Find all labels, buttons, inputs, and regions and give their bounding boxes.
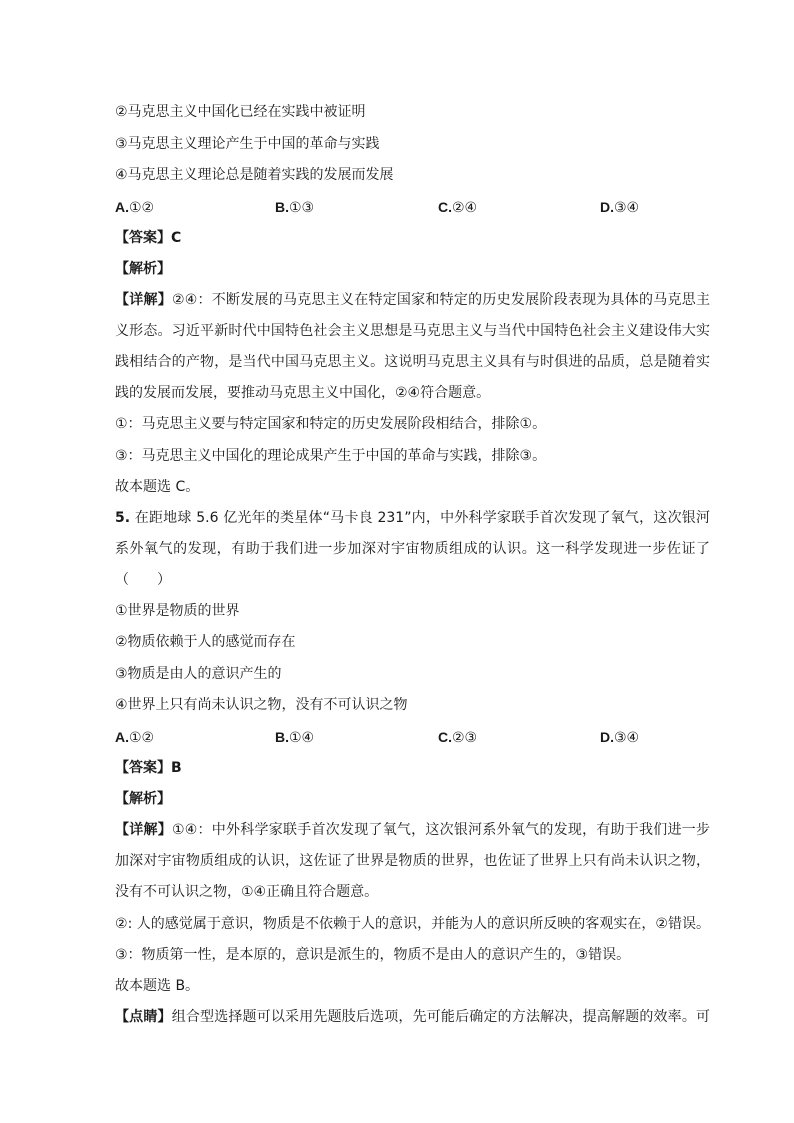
answer-value: B	[171, 760, 182, 776]
q5-option-d	[600, 727, 639, 748]
q4-option-c	[438, 197, 477, 218]
option-label: A.	[115, 199, 129, 215]
q5-stem-line-2: 系外氧气的发现，有助于我们进一步加深对宇宙物质组成的认识。这一科学发现进一步佐证了	[115, 541, 710, 557]
q5-statement-4: ④世界上只有尚未认识之物，没有不可认识之物	[115, 697, 408, 713]
answer-tag: 【答案】	[115, 760, 171, 776]
option-value: ①④	[289, 730, 315, 746]
q4-option-d	[600, 197, 639, 218]
q4-detail-line-3: 践相结合的产物，是当代中国马克思主义。这说明马克思主义具有与时俱进的品质，总是随着实	[115, 354, 710, 370]
option-label: B.	[275, 199, 289, 215]
q4-statement-2: ②马克思主义中国化已经在实践中被证明	[115, 104, 366, 120]
q4-analysis-tag: 【解析】	[115, 261, 171, 277]
q5-option-c	[438, 727, 477, 748]
option-label: C.	[438, 729, 452, 745]
option-value: ①②	[129, 730, 155, 746]
q4-option-a	[115, 197, 154, 218]
q5-detail-line-2: 加深对宇宙物质组成的认识，这佐证了世界是物质的世界，也佐证了世界上只有尚未认识之物，	[115, 853, 710, 869]
q4-detail-line-1	[115, 290, 710, 310]
q5-tip	[115, 1007, 710, 1027]
q4-answer	[115, 228, 710, 248]
q5-detail-line-3: 没有不可认识之物，①④正确且符合题意。	[115, 884, 379, 900]
question-number: 5.	[115, 510, 131, 526]
q5-stem-line-3: （ ）	[115, 572, 171, 588]
q4-detail-line-2: 义形态。习近平新时代中国特色社会主义思想是马克思主义与当代中国特色社会主义建设伟大实	[115, 323, 710, 339]
option-value: ③④	[614, 730, 640, 746]
q4-exclude-1: ①：马克思主义要与特定国家和特定的历史发展阶段相结合，排除①。	[115, 416, 547, 432]
detail-tag: 【详解】	[115, 822, 172, 838]
q4-statement-4: ④马克思主义理论总是随着实践的发展而发展	[115, 167, 394, 183]
q4-conclusion: 故本题选 C。	[115, 479, 200, 495]
option-label: D.	[600, 729, 614, 745]
option-label: C.	[438, 199, 452, 215]
q5-wrong-2: ②: 人的感觉属于意识，物质是不依赖于人的意识，并能为人的意识所反映的客观实在，②错误。	[115, 916, 710, 932]
option-value: ②④	[452, 200, 478, 216]
q5-stem-line-1	[115, 508, 710, 528]
q5-wrong-3: ③：物质第一性，是本原的，意识是派生的，物质不是由人的意识产生的，③错误。	[115, 947, 631, 963]
q4-detail-line-4: 践的发展而发展，要推动马克思主义中国化，②④符合题意。	[115, 385, 491, 401]
option-value: ①②	[129, 200, 155, 216]
option-label: B.	[275, 729, 289, 745]
q5-statement-3: ③物质是由人的意识产生的	[115, 666, 282, 682]
tip-text: 组合型选择题可以采用先题肢后选项，先可能后确定的方法解决，提高解题的效率。可	[171, 1009, 711, 1025]
q4-statement-3: ③马克思主义理论产生于中国的革命与实践	[115, 136, 380, 152]
option-label: A.	[115, 729, 129, 745]
q5-detail-line-1	[115, 820, 710, 840]
q5-option-b	[275, 727, 314, 748]
option-value: ③④	[614, 200, 640, 216]
answer-tag: 【答案】	[115, 230, 171, 246]
q5-answer	[115, 758, 710, 778]
q5-option-a	[115, 727, 154, 748]
option-value: ②③	[452, 730, 478, 746]
option-value: ①③	[289, 200, 315, 216]
detail-text: ①④：中外科学家联手首次发现了氧气，这次银河系外氧气的发现，有助于我们进一步	[171, 822, 710, 838]
q5-conclusion: 故本题选 B。	[115, 978, 200, 994]
q5-statement-1: ①世界是物质的世界	[115, 603, 240, 619]
detail-text: ②④：不断发展的马克思主义在特定国家和特定的历史发展阶段表现为具体的马克思主	[171, 292, 710, 308]
answer-value: C	[171, 230, 182, 246]
stem-text: 在距地球 5.6 亿光年的类星体“马卡良 231”内，中外科学家联手首次发现了氧气，这次银河	[134, 510, 710, 526]
q4-option-b	[275, 197, 314, 218]
q5-analysis-tag: 【解析】	[115, 791, 171, 807]
option-label: D.	[600, 199, 614, 215]
q5-statement-2: ②物质依赖于人的感觉而存在	[115, 634, 296, 650]
detail-tag: 【详解】	[115, 292, 172, 308]
tip-tag: 【点睛】	[115, 1009, 172, 1025]
q4-exclude-3: ③：马克思主义中国化的理论成果产生于中国的革命与实践，排除③。	[115, 448, 547, 464]
